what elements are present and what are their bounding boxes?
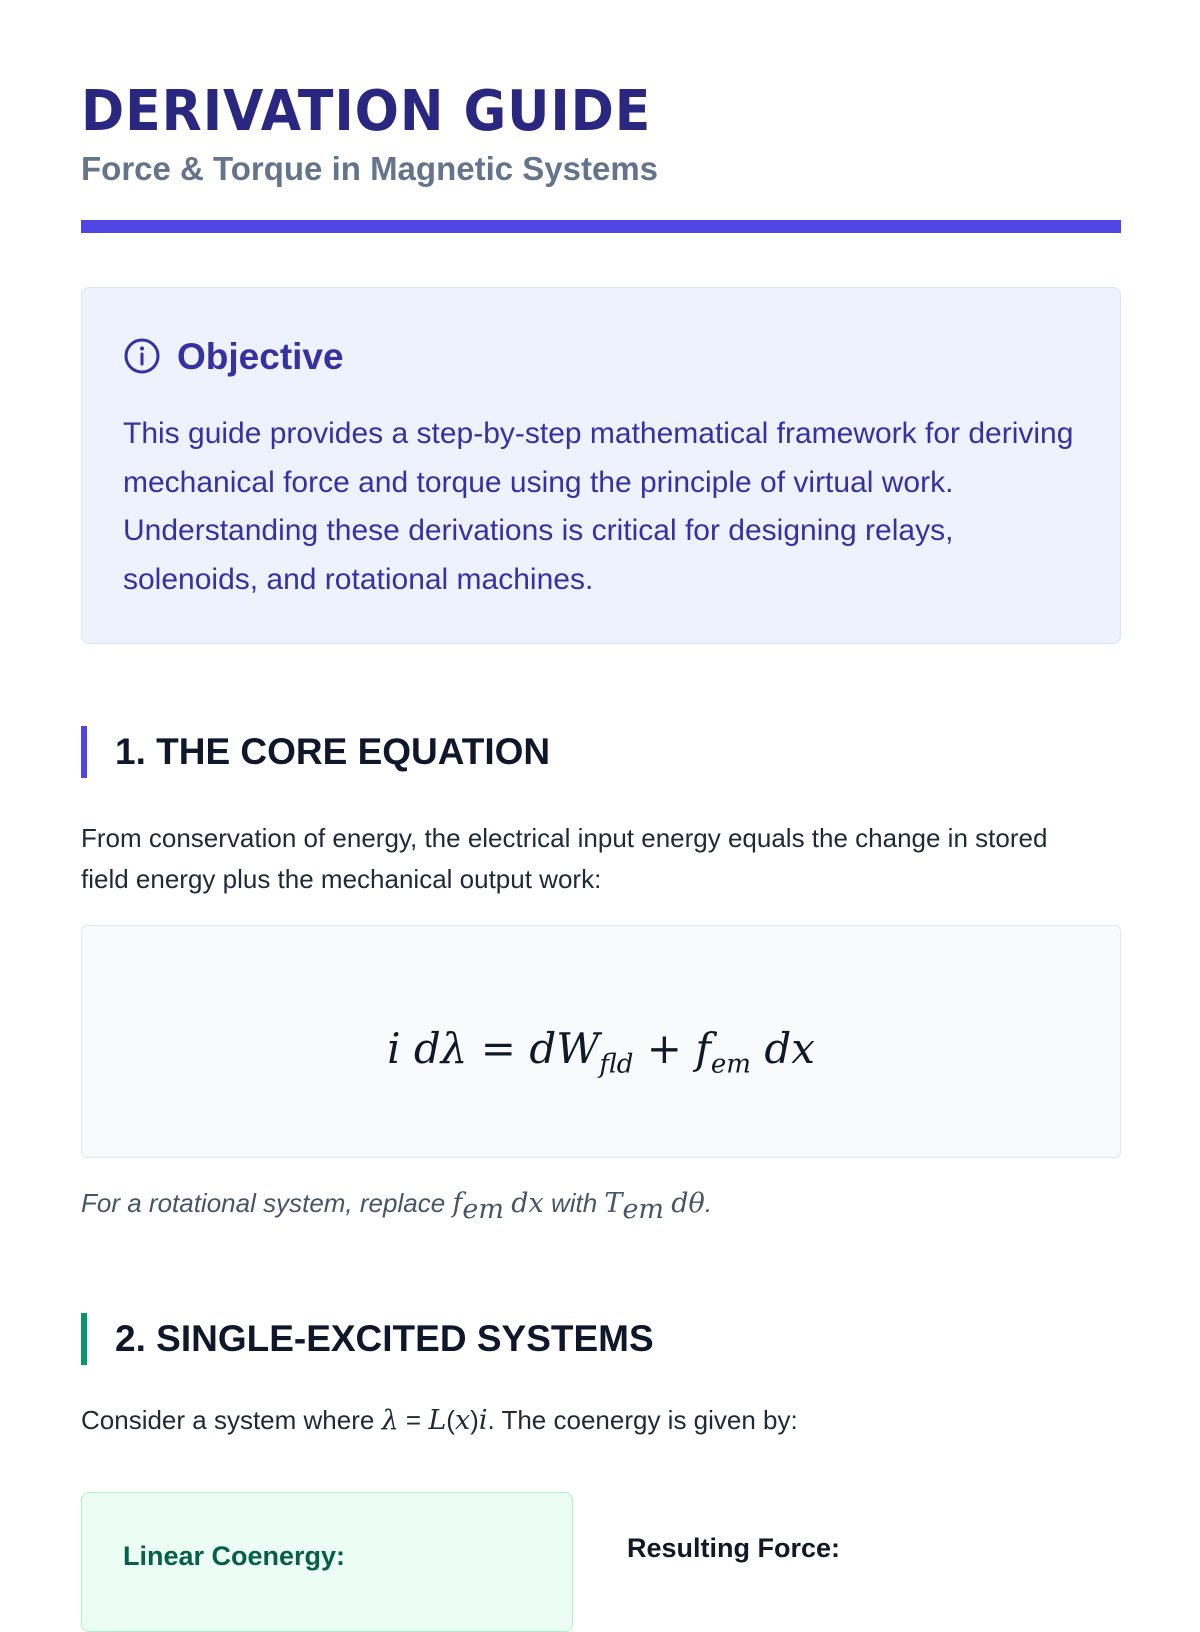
info-circle-icon [124,338,160,374]
equation-box [81,925,1121,1158]
rotational-note-mid: with [543,1188,605,1218]
section-heading-single-excited: 2. SINGLE-EXCITED SYSTEMS [81,1313,654,1365]
rotational-note-suffix: . [704,1188,713,1218]
core-equation-intro: From conservation of energy, the electrical input energy equals the change in stored field energy plus the mechanical output work: [81,823,1048,894]
header-divider [81,220,1121,233]
single-excited-intro: Consider a system where λ = L(x)i. The coenergy is given by: [81,1405,798,1436]
objective-title: Objective [177,336,344,377]
single-excited-intro-prefix: Consider a system where [81,1405,382,1435]
single-excited-intro-suffix: . The coenergy is given by: [487,1405,798,1435]
linear-coenergy-label: Linear Coenergy: [123,1541,346,1571]
rotational-note: For a rotational system, replace $f_{em}$ dx with $T_{em}$ dθ. [81,1188,713,1226]
linear-coenergy-card [81,1492,573,1632]
energy-balance-equation: i $d\lambda = dW_{fld} + f_{em}$ dx [387,1024,815,1080]
section-heading-core-equation: 1. THE CORE EQUATION [81,726,550,778]
resulting-force-label: Resulting Force: [627,1533,841,1563]
page-subtitle: Force & Torque in Magnetic Systems [81,150,659,187]
page-title: DERIVATION GUIDE [81,79,652,144]
objective-callout [81,287,1121,644]
objective-text: This guide provides a step-by-step mathematical framework for deriving mechanical force and torque using the principle of virtual work. Understanding these derivations is critical for designing relays, solenoids, and rotational machines. [123,417,1074,596]
rotational-note-prefix: For a rotational system, replace [81,1188,453,1218]
